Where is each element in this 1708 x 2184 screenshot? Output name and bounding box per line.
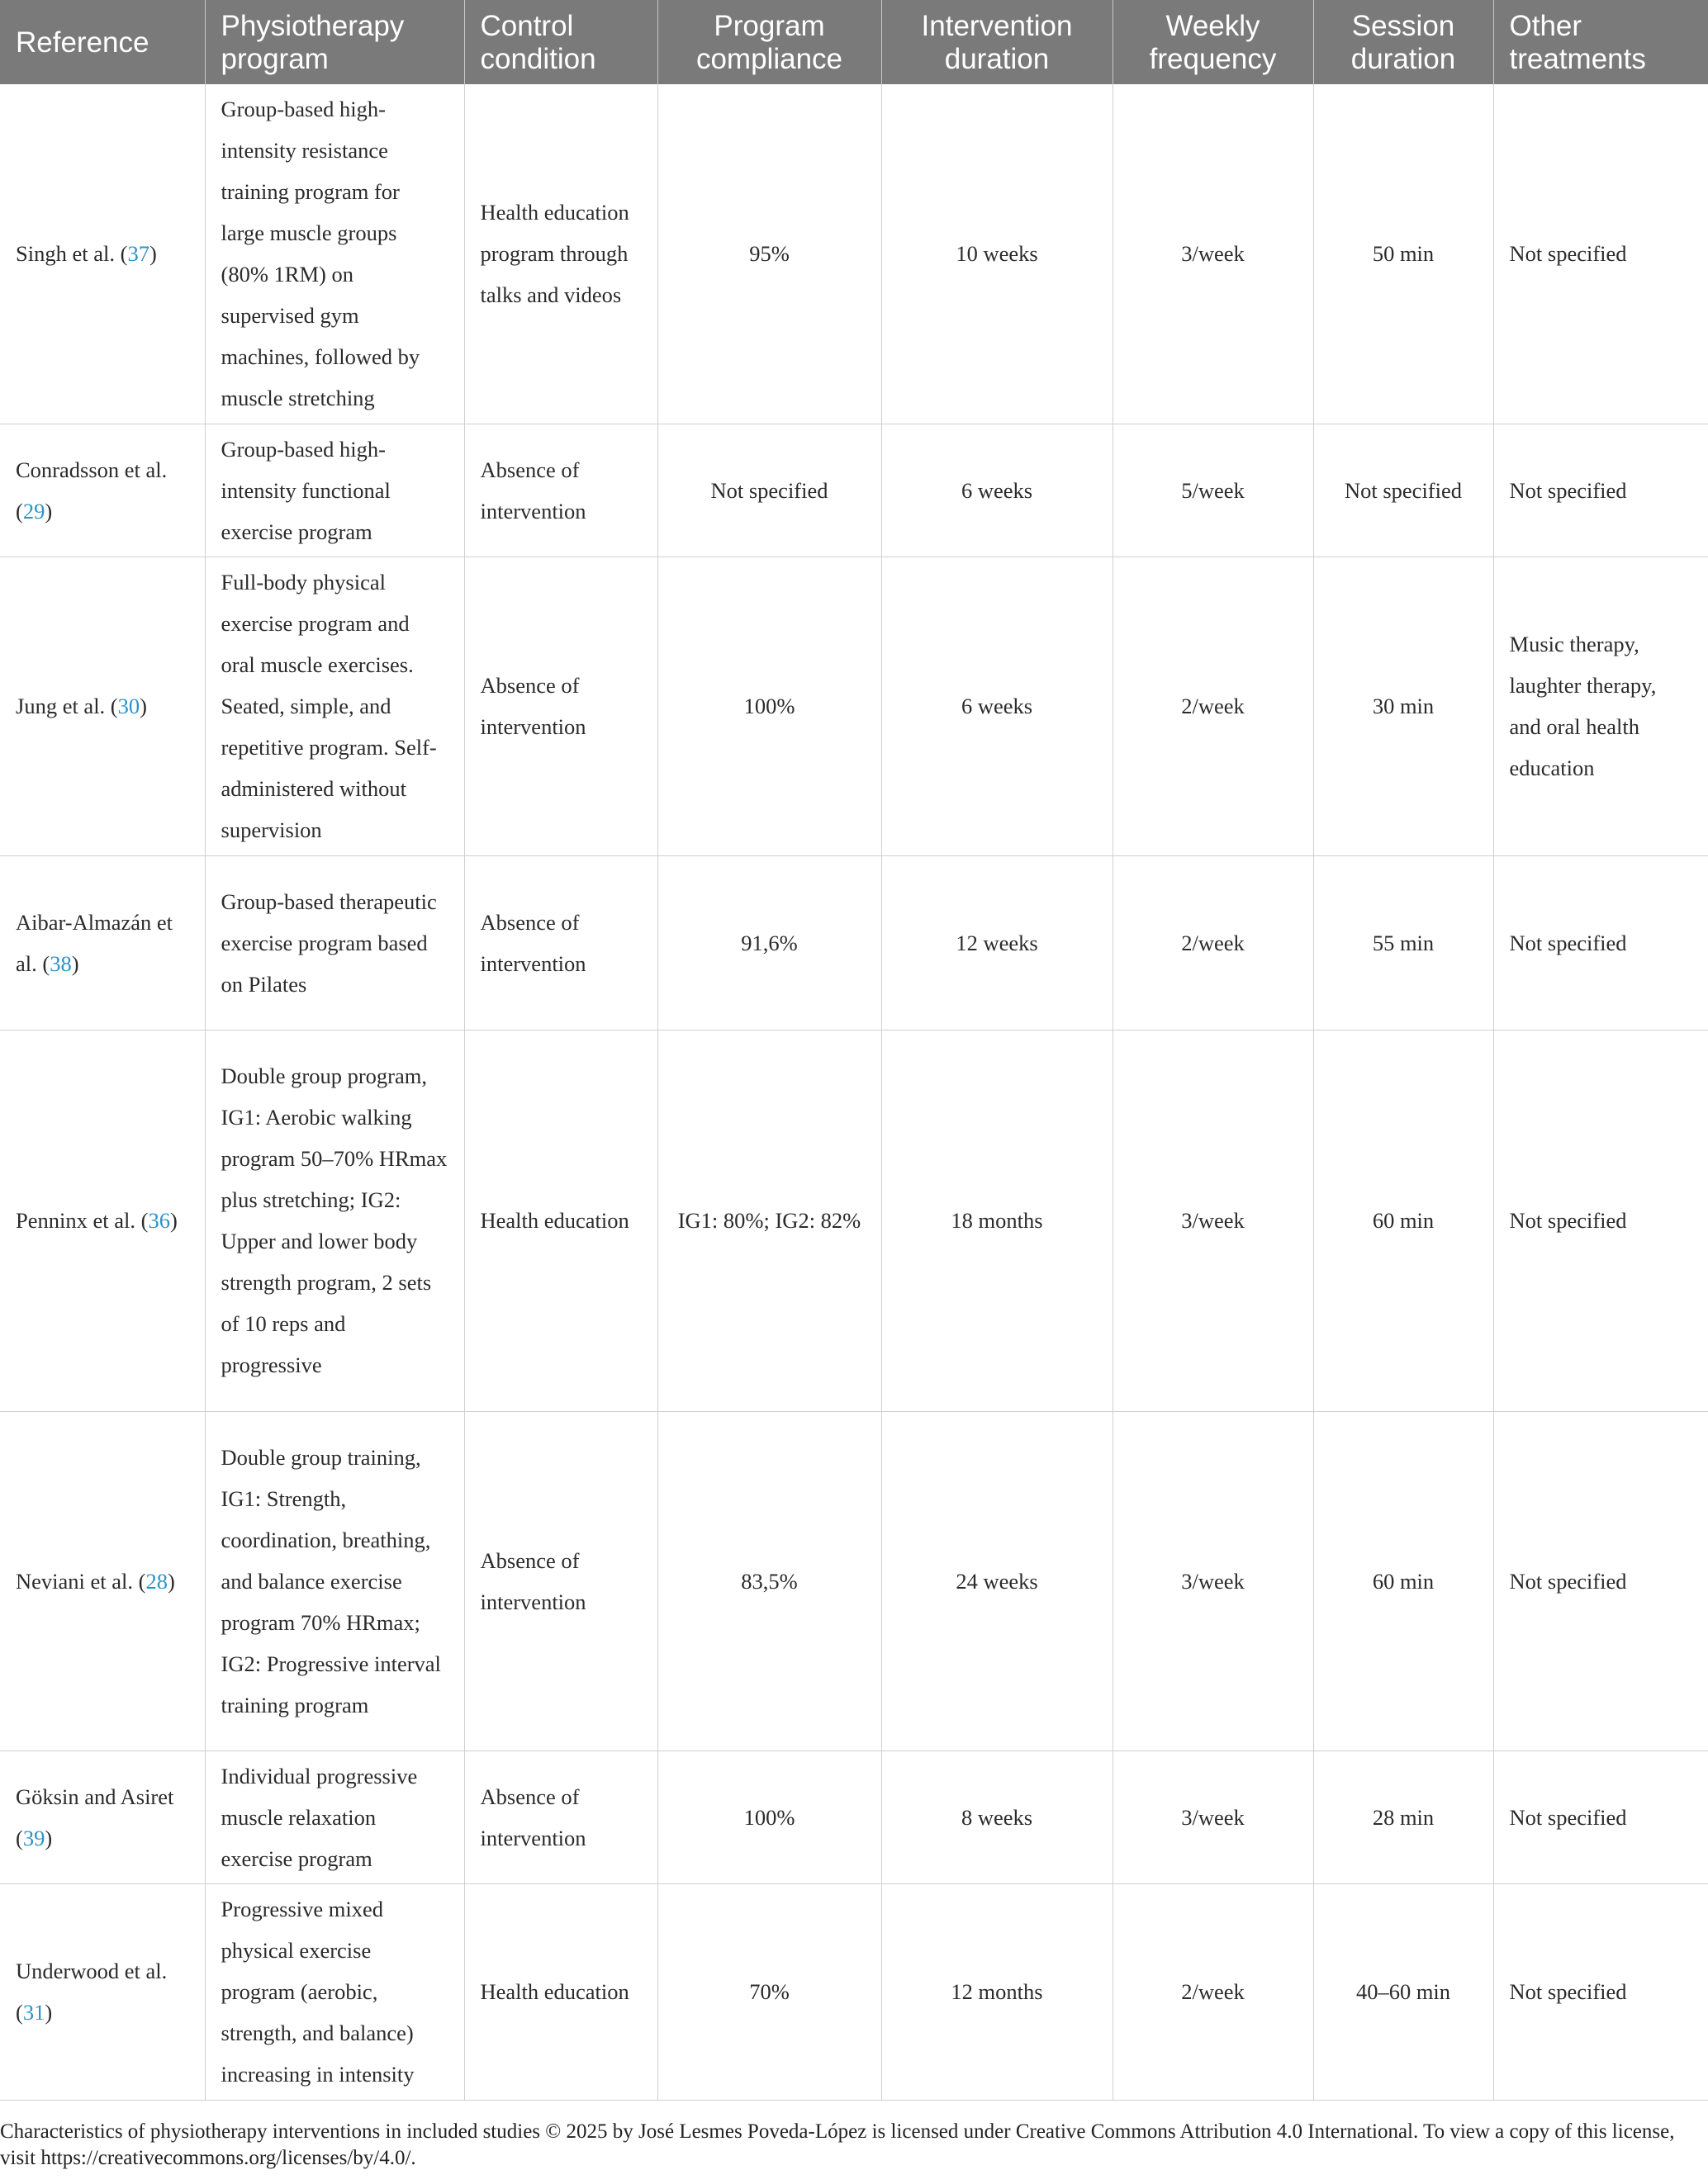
control-cell: Absence of intervention [464, 557, 657, 855]
program-cell: Group-based high-intensity resistance training program for large muscle groups (80% 1RM) on supervised gym machines, followed by muscle stretching [205, 84, 464, 424]
header-weekly-frequency: Weekly frequency [1113, 0, 1313, 84]
compliance-cell: Not specified [657, 424, 881, 557]
compliance-cell: 70% [657, 1883, 881, 2100]
program-cell: Individual progressive muscle relaxation exercise program [205, 1751, 464, 1883]
frequency-cell: 3/week [1113, 1030, 1313, 1411]
reference-cell [0, 1883, 205, 2100]
other-treatments-cell: Not specified [1493, 1411, 1708, 1751]
header-intervention-duration: Intervention duration [881, 0, 1113, 84]
header-reference: Reference [0, 0, 205, 84]
frequency-cell: 3/week [1113, 84, 1313, 424]
reference-close: ) [149, 241, 157, 267]
session-cell: 28 min [1313, 1751, 1493, 1883]
reference-text: Jung et al. ( [16, 694, 118, 718]
table-row [0, 424, 1708, 557]
other-treatments-cell: Not specified [1493, 1030, 1708, 1411]
program-cell: Progressive mixed physical exercise program (aerobic, strength, and balance) increasing in intensity [205, 1883, 464, 2100]
reference-text: Conradsson et al. ( [16, 457, 168, 523]
reference-text: Underwood et al. ( [16, 1959, 168, 2025]
session-cell: 30 min [1313, 557, 1493, 855]
compliance-cell: 95% [657, 84, 881, 424]
other-treatments-cell: Not specified [1493, 424, 1708, 557]
reference-text: Singh et al. ( [16, 241, 128, 267]
session-cell: 50 min [1313, 84, 1493, 424]
duration-cell: 6 weeks [881, 424, 1113, 557]
frequency-cell: 3/week [1113, 1411, 1313, 1751]
header-other-treatments: Other treatments [1493, 0, 1708, 84]
compliance-cell: 91,6% [657, 855, 881, 1030]
duration-cell: 10 weeks [881, 84, 1113, 424]
duration-cell: 12 weeks [881, 855, 1113, 1030]
table-row [0, 1883, 1708, 2100]
reference-close: ) [167, 1568, 175, 1594]
other-treatments-cell: Not specified [1493, 1883, 1708, 2100]
control-cell: Absence of intervention [464, 1751, 657, 1883]
duration-cell: 18 months [881, 1030, 1113, 1411]
table-row [0, 557, 1708, 855]
reference-close: ) [71, 950, 79, 976]
reference-text: Penninx et al. ( [16, 1208, 149, 1233]
duration-cell: 6 weeks [881, 557, 1113, 855]
program-cell: Group-based high-intensity functional exercise program [205, 424, 464, 557]
session-cell: 60 min [1313, 1411, 1493, 1751]
reference-close: ) [45, 1825, 53, 1850]
reference-link[interactable]: 29 [22, 498, 45, 523]
program-cell: Double group training, IG1: Strength, coordination, breathing, and balance exercise program 70% HRmax; IG2: Progressive interval training program [205, 1411, 464, 1751]
header-program-compliance: Program compliance [657, 0, 881, 84]
control-cell: Absence of intervention [464, 855, 657, 1030]
compliance-cell: 83,5% [657, 1411, 881, 1751]
frequency-cell: 2/week [1113, 557, 1313, 855]
frequency-cell: 3/week [1113, 1751, 1313, 1883]
program-cell: Double group program, IG1: Aerobic walking program 50–70% HRmax plus stretching; IG2: Upper and lower body strength program, 2 sets of 10 reps and progressive [205, 1030, 464, 1411]
reference-link[interactable]: 31 [22, 2000, 45, 2025]
other-treatments-cell: Not specified [1493, 84, 1708, 424]
duration-cell: 24 weeks [881, 1411, 1113, 1751]
reference-text: Neviani et al. ( [16, 1568, 146, 1594]
duration-cell: 8 weeks [881, 1751, 1113, 1883]
reference-close: ) [169, 1208, 178, 1233]
other-treatments-cell: Not specified [1493, 855, 1708, 1030]
duration-cell: 12 months [881, 1883, 1113, 2100]
reference-cell [0, 424, 205, 557]
reference-cell [0, 1030, 205, 1411]
reference-cell [0, 84, 205, 424]
reference-close: ) [140, 694, 147, 718]
reference-cell [0, 1411, 205, 1751]
reference-close: ) [45, 2000, 53, 2025]
program-cell: Full-body physical exercise program and oral muscle exercises. Seated, simple, and repetitive program. Self-administered without supervision [205, 557, 464, 855]
compliance-cell: 100% [657, 1751, 881, 1883]
control-cell: Health education program through talks and videos [464, 84, 657, 424]
table-row [0, 1411, 1708, 1751]
compliance-cell: 100% [657, 557, 881, 855]
table-row [0, 1030, 1708, 1411]
reference-link[interactable]: 38 [50, 950, 72, 976]
reference-close: ) [45, 498, 53, 523]
other-treatments-cell: Music therapy, laughter therapy, and oral health education [1493, 557, 1708, 855]
reference-link[interactable]: 37 [127, 241, 149, 267]
session-cell: Not specified [1313, 424, 1493, 557]
header-control-condition: Control condition [464, 0, 657, 84]
control-cell: Health education [464, 1030, 657, 1411]
reference-link[interactable]: 36 [148, 1208, 170, 1233]
reference-link[interactable]: 28 [145, 1568, 168, 1594]
reference-text: Aibar-Almazán et al. ( [16, 909, 173, 976]
session-cell: 40–60 min [1313, 1883, 1493, 2100]
header-physiotherapy-program: Physiotherapy program [205, 0, 464, 84]
table-row [0, 84, 1708, 424]
frequency-cell: 2/week [1113, 855, 1313, 1030]
session-cell: 60 min [1313, 1030, 1493, 1411]
session-cell: 55 min [1313, 855, 1493, 1030]
table-row [0, 855, 1708, 1030]
reference-link[interactable]: 39 [22, 1825, 45, 1850]
table-caption: Characteristics of physiotherapy interventions in included studies © 2025 by José Lesmes Poveda-López is licensed under Creative Commons Attribution 4.0 International. To view a copy of this license, visit https://creativecommons.org/licenses/by/4.0/. [0, 2120, 1675, 2169]
reference-cell [0, 855, 205, 1030]
compliance-cell: IG1: 80%; IG2: 82% [657, 1030, 881, 1411]
other-treatments-cell: Not specified [1493, 1751, 1708, 1883]
reference-cell [0, 1751, 205, 1883]
reference-text: Göksin and Asiret ( [16, 1784, 174, 1850]
header-row [0, 0, 1708, 84]
frequency-cell: 5/week [1113, 424, 1313, 557]
header-session-duration: Session duration [1313, 0, 1493, 84]
reference-cell [0, 557, 205, 855]
frequency-cell: 2/week [1113, 1883, 1313, 2100]
program-cell: Group-based therapeutic exercise program based on Pilates [205, 855, 464, 1030]
table-row [0, 1751, 1708, 1883]
control-cell: Health education [464, 1883, 657, 2100]
reference-link[interactable]: 30 [117, 694, 140, 718]
control-cell: Absence of intervention [464, 1411, 657, 1751]
control-cell: Absence of intervention [464, 424, 657, 557]
